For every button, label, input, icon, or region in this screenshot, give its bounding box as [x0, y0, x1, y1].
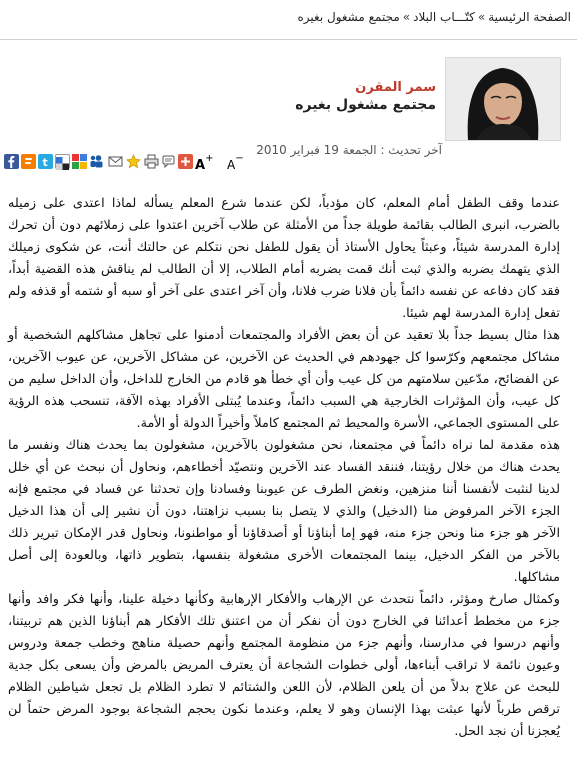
font-decrease-label: A — [227, 158, 236, 172]
add-icon[interactable] — [178, 154, 193, 169]
plus-icon: + — [205, 153, 214, 164]
last-updated: آخر تحديث : الجمعة 19 فبراير 2010 — [256, 143, 442, 157]
comments-icon[interactable] — [162, 154, 177, 169]
breadcrumb-home-link[interactable]: الصفحة الرئيسية — [488, 10, 571, 24]
article-paragraph: عندما وقف الطفل أمام المعلم، كان مؤدباً، لكن عندما شرع المعلم يسأله لماذا اعتدى على زميله بالضرب، انبرى الطالب بقائمة طويلة جداً من الأمثلة عن طلاب آخرين اعتدوا على زملائهم دون أن تحرك إدارة المدرسة شيئاً، وعبثاً يحاول الأستاذ أن يقول للطفل نحن نتكلم عن حالتك أنت، عن شكوى زميلك الذي يتهمك بضربه والذي ثبت أنك قمت بضربه أمام الطلاب، إلا أن الطالب لم يناقش هذه القضية أبداً، فقد كان دفاعه عن نفسه دائماً بأن فلانا ضرب فلانا، وأن آخر اعتدى على آخر أو سبه أو شتمه أو قذفه ولم تفعل إدارة المدرسة لهم شيئا. — [8, 196, 560, 321]
blogger-icon[interactable] — [21, 154, 36, 169]
print-icon[interactable] — [144, 154, 159, 169]
article-paragraph: هذه مقدمة لما نراه دائماً في مجتمعنا، نحن مشغولون بالآخرين، مشغولون بما يحدث هناك ونفسر ما يحدث هناك من خلال رؤيتنا، فننقد الفساد عند الآخرين ونتصيّد أخطاءهم، ونحاول أن نبحث عن أي خلل لدينا لنثبت لأنفسنا أننا منزهين، ونغض الطرف عن عيوبنا وفسادنا وإن تحدثنا عن فساد في مجتمع فإنه الجزء الآخر المرفوض منا (الدخيل) والذي لا يتصل بنا بسبب نزاهتنا، دون أن نشير إلى أن هذا الدخيل الآخر هو جزء منا ونحن جزء منه، فهو إما أبناؤنا أو أصدقاؤنا أو مواطنونا، ونحاول قدر الإمكان تبرير ذلك بالآخر من الفكر الدخيل، بينما المجتمعات الأخرى مشغولة بنفسها، بتطوير ذاتها، وبالعودة إلى أصل مشاكلها. — [8, 438, 560, 585]
breadcrumb-section-link[interactable]: كتّـــاب البلاد — [413, 10, 475, 24]
favorite-icon[interactable] — [126, 154, 141, 169]
delicious-icon[interactable] — [55, 154, 70, 169]
minus-icon: − — [235, 153, 244, 164]
facebook-icon[interactable] — [4, 154, 19, 169]
google-icon[interactable] — [72, 154, 87, 169]
author-photo — [445, 57, 561, 141]
email-icon[interactable] — [108, 154, 123, 169]
article-paragraph: وكمثال صارخ ومؤثر، دائماً نتحدث عن الإرهاب والأفكار الإرهابية وكأنها دخيلة علينا، وأنها فكر وافد وأنها جزء من مخطط أعدائنا في الخارج دون أن نفكر أن من اعتنق تلك الأفكار هم أبناؤنا الذين هم تربيتنا، وأنهم درسوا في مدارسنا، وأنهم جزء من منظومة المجتمع وأنهم حصيلة مناهج وخطب جمعة ودروس وعيون نائمة لا تراقب أبناءها، أولى خطوات الشجاعة أن يعترف المريض بالمرض وأن يسعى بكل جدية للبحث عن علاج بدلاً من أن يلعن الظلام، لأن اللعن والشتائم لا تطرد الظلام بل تجعل شياطين الظلام ترقص طرباً لأنها عبثت بهذا الإنسان وهو لا يعلم، وعندما نكون بحجم الشجاعة بوجود المرض حتماً لن يُعجزنا أن نجد الحل. — [8, 592, 560, 739]
svg-text:t: t — [42, 156, 48, 169]
twitter-icon[interactable] — [38, 154, 53, 169]
myspace-icon[interactable] — [89, 154, 104, 169]
article-paragraph: هذا مثال بسيط جداً بلا تعقيد عن أن بعض الأفراد والمجتمعات أدمنوا على تجاهل مشاكلهم الشخصية أو مشاكل مجتمعهم وكرّسوا كل جهودهم في الحديث عن الآخرين، عن مشاكل الآخرين، عن عيوب الآخرين، عن الفضائح، مدّعين سلامتهم من كل عيب وأن أي خطأ هو قادم من الخارج للداخل، وأن الداخل سليم من كل عيب، وأن المؤثرات الخارجية هي السبب دائماً، وعندما يُبتلى الأفراد بهذه الآفة، تنسحب هذه الرؤية على المستوى الجماعي، الأسرة والمحيط ثم المجتمع كاملاً وأخيراً الدولة أو الأمة. — [8, 328, 560, 431]
font-decrease-icon[interactable] — [227, 153, 247, 172]
page-title: مجتمع مشغول بغيره — [295, 97, 436, 113]
breadcrumb — [6, 10, 571, 30]
font-increase-label: A — [195, 158, 206, 173]
author-name[interactable]: سمر المقرن — [355, 80, 436, 95]
breadcrumb-current: مجتمع مشغول بغيره — [297, 10, 400, 24]
share-toolbar — [0, 150, 300, 174]
article-body — [8, 193, 560, 743]
font-increase-icon[interactable] — [195, 153, 215, 173]
breadcrumb-separator: » — [477, 10, 486, 24]
breadcrumb-separator: » — [402, 10, 411, 24]
divider — [0, 39, 577, 40]
